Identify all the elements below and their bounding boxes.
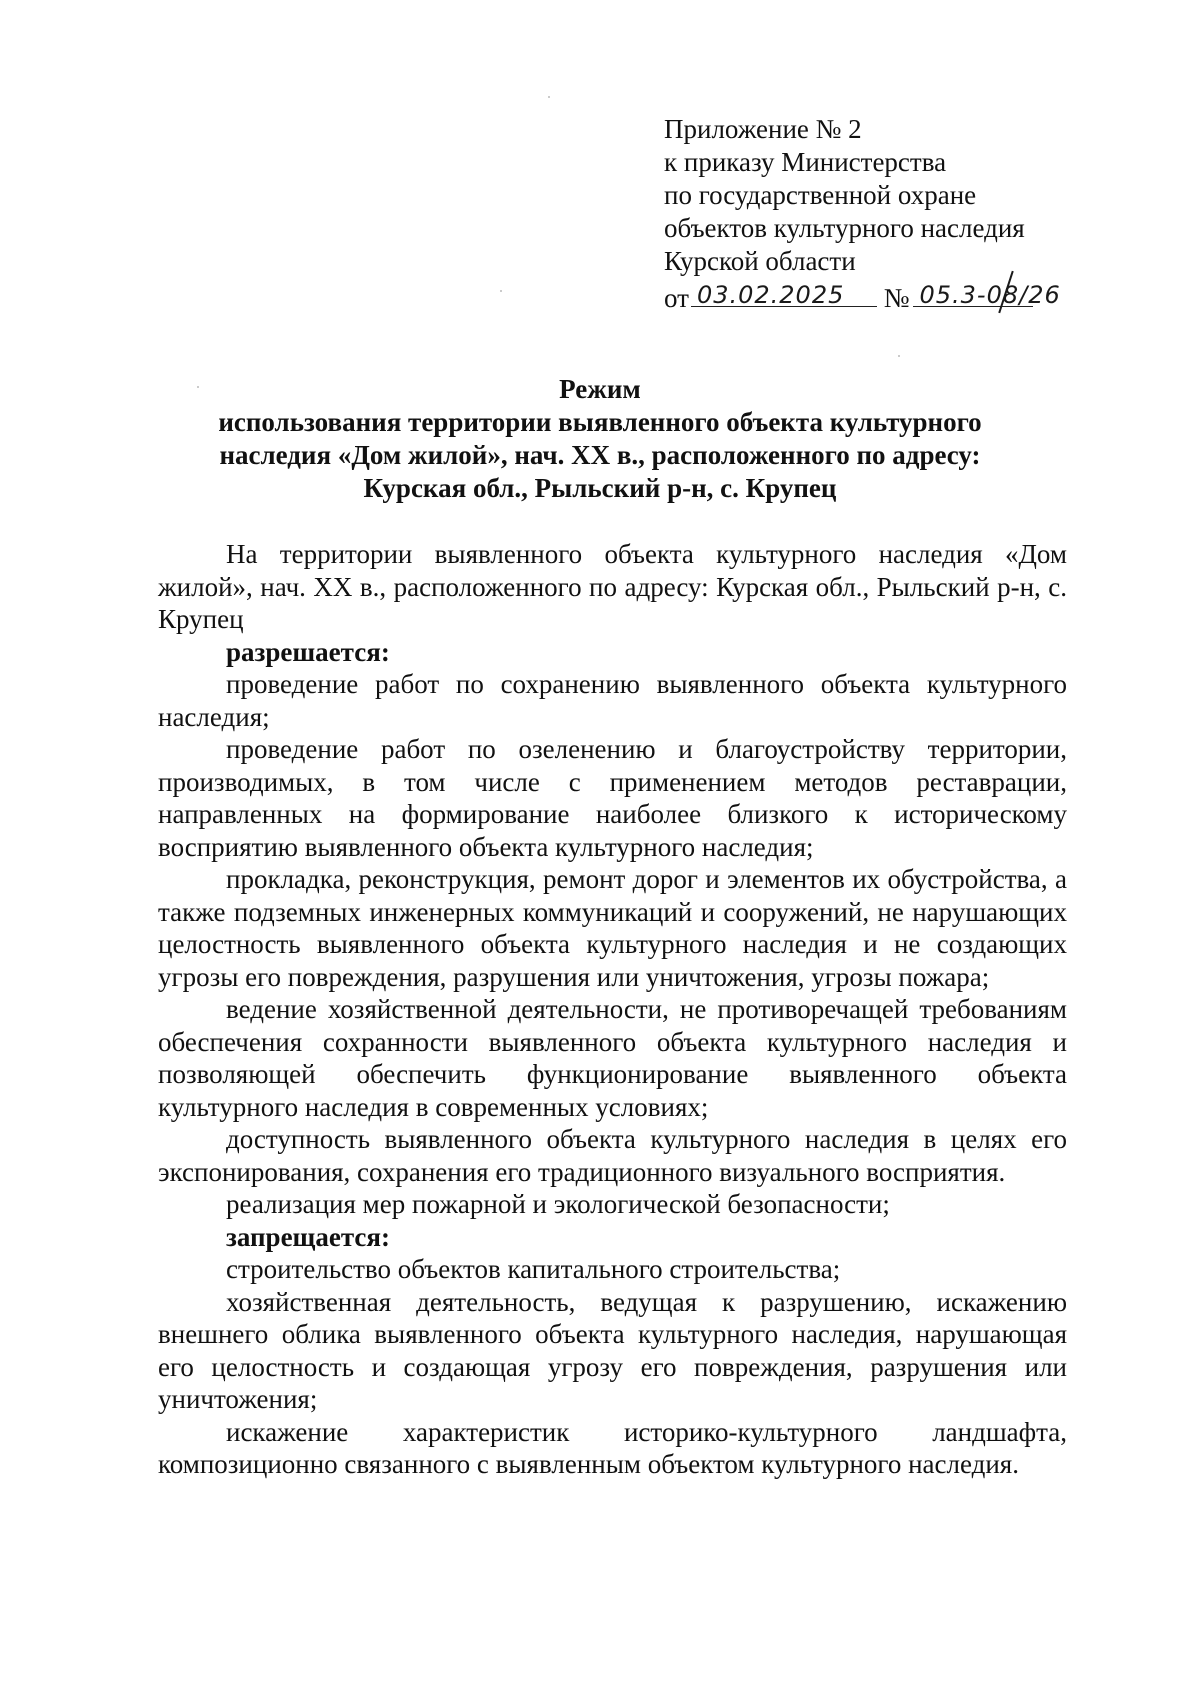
allowed-item: доступность выявленного объекта культурного наследия в целях его экспонирования, сохранения его традиционного визуального восприятия. [158,1124,1067,1187]
order-date-number-line [664,278,1104,314]
handwritten-number: 05.3-08/26 [919,281,1061,309]
title-line-4: Курская обл., Рыльский р-н, с. Крупец [363,473,837,503]
allowed-item: реализация мер пожарной и экологической безопасности; [226,1189,890,1219]
forbidden-item: искажение характеристик историко-культурного ландшафта, композиционно связанного с выявленным объектом культурного наследия. [158,1416,1067,1479]
handwritten-date: 03.02.2025 [696,281,845,309]
document-title [130,373,1070,505]
title-line-1: Режим [559,374,641,404]
forbidden-heading: запрещается: [226,1221,391,1252]
appendix-order-ref: к приказу Министерства [664,147,947,177]
allowed-item: ведение хозяйственной деятельности, не противоречащей требованиям обеспечения сохранности выявленного объекта культурного наследия и позволяющей обеспечить функционирование выявленного объекта культурного наследия в современных условиях; [158,994,1067,1122]
forbidden-item: строительство объектов капитального строительства; [226,1254,841,1284]
scan-speck [500,290,502,292]
number-label: № [883,283,910,313]
appendix-number: Приложение № 2 [664,114,862,144]
from-label: от [664,283,689,313]
order-date-field [691,278,877,307]
appendix-header [664,113,1104,314]
intro-paragraph: На территории выявленного объекта культурного наследия «Дом жилой», нач. XX в., расположенного по адресу: Курская обл., Рыльский р-н, с. Крупец [158,539,1067,634]
order-number-field [913,278,1061,309]
appendix-heritage-line: объектов культурного наследия [664,213,1025,243]
scan-speck [548,96,550,98]
appendix-ministry-line: по государственной охране [664,180,977,210]
forbidden-item: хозяйственная деятельность, ведущая к разрушению, искажению внешнего облика выявленного объекта культурного наследия, нарушающая его целостность и создающая угрозу его повреждения, разрушения или уничтожения; [158,1286,1067,1414]
allowed-item: проведение работ по озеленению и благоустройству территории, производимых, в том числе с применением методов реставрации, направленных на формирование наиболее близкого к историческому восприятию выявленного объекта культурного наследия; [158,734,1067,862]
title-line-2: использования территории выявленного объекта культурного [218,407,982,437]
appendix-region-line: Курской области [664,246,856,276]
allowed-item: прокладка, реконструкция, ремонт дорог и элементов их обустройства, а также подземных инженерных коммуникаций и сооружений, не нарушающих целостность выявленного объекта культурного наследия и не создающих угрозы его повреждения, разрушения или уничтожения, угрозы пожара; [158,864,1067,992]
allowed-item: проведение работ по сохранению выявленного объекта культурного наследия; [158,669,1067,732]
scan-speck [898,355,900,357]
document-body [158,538,1067,1481]
allowed-heading: разрешается: [226,636,390,667]
title-line-3: наследия «Дом жилой», нач. XX в., расположенного по адресу: [219,440,981,470]
